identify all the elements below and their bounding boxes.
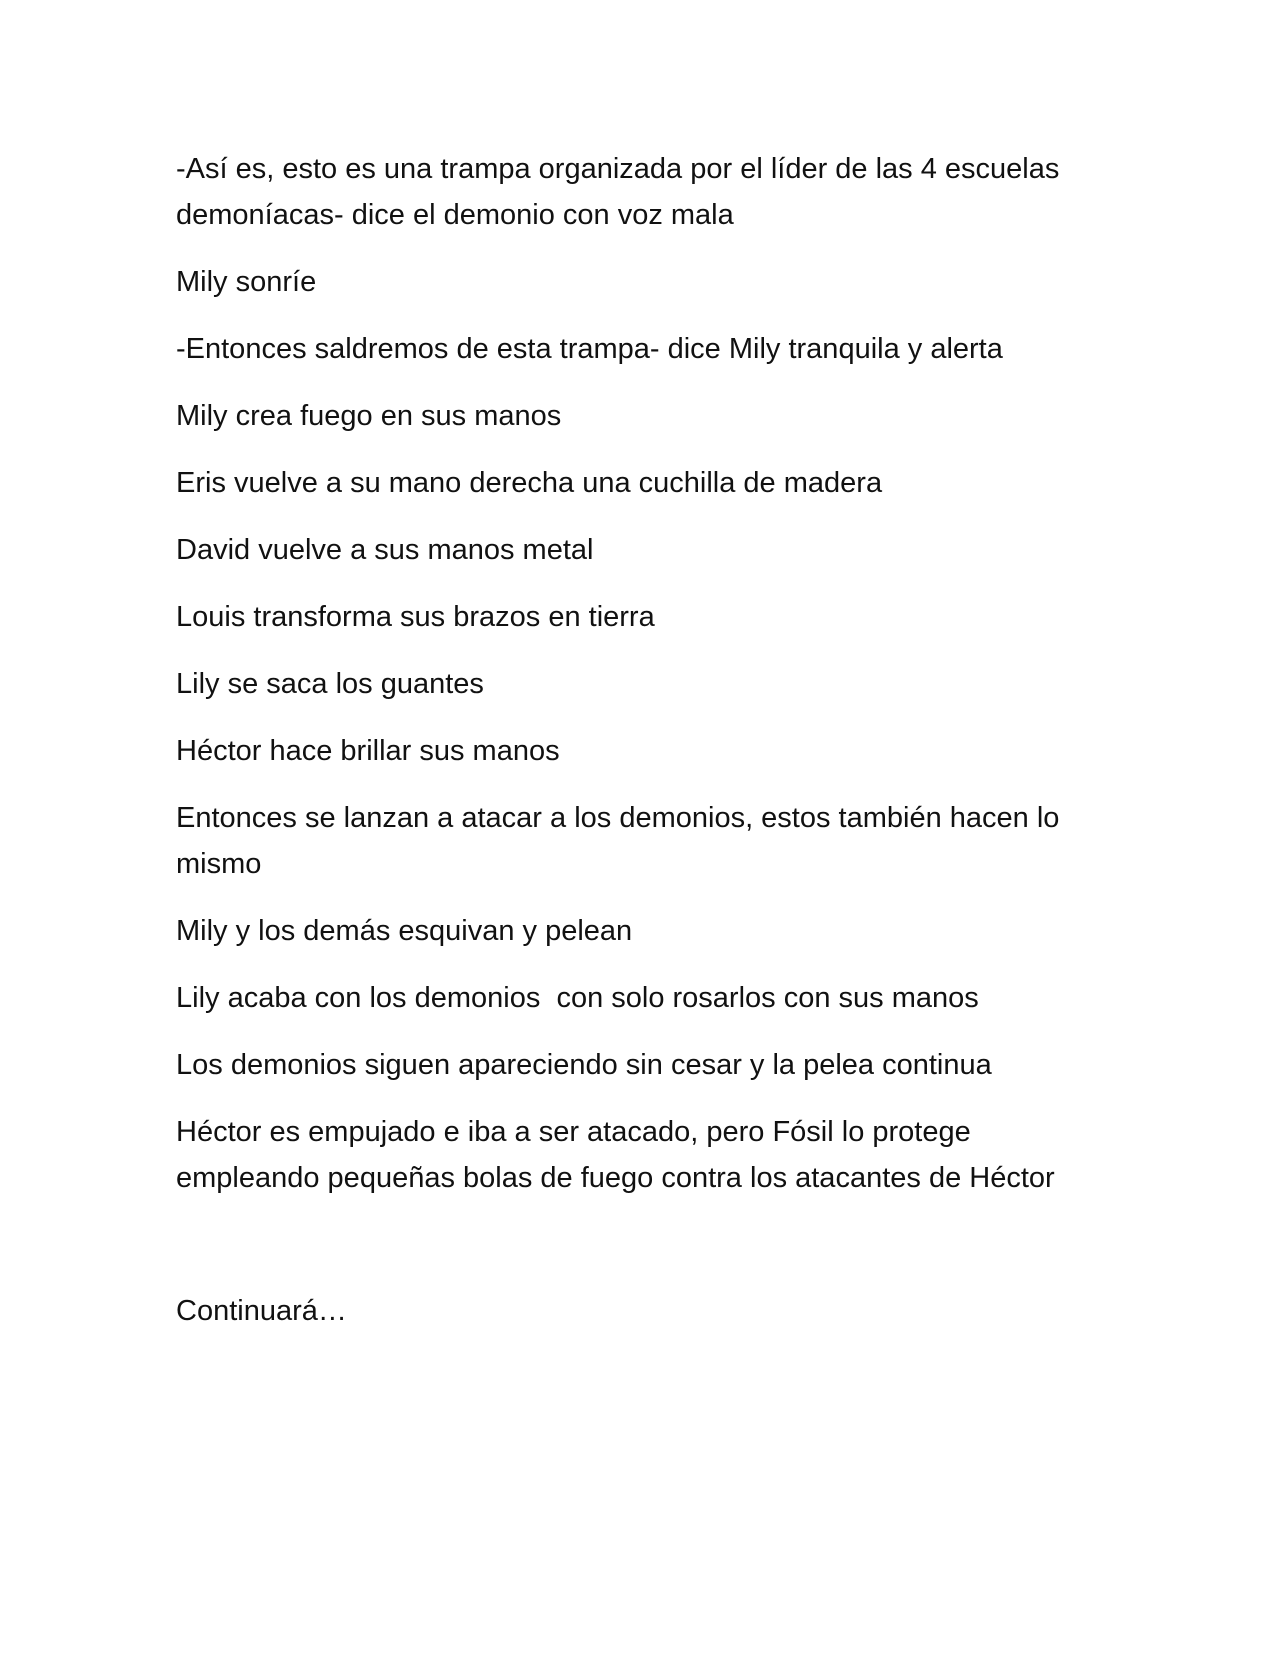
paragraph: Mily sonríe <box>176 266 317 298</box>
paragraph: Héctor hace brillar sus manos <box>176 735 560 767</box>
paragraph: -Entonces saldremos de esta trampa- dice Mily tranquila y alerta <box>176 333 1003 365</box>
document-body <box>176 146 1106 1355</box>
paragraph: Mily crea fuego en sus manos <box>176 400 562 432</box>
paragraph: -Así es, esto es una trampa organizada por el líder de las 4 escuelas demoníacas- dice el demonio con voz mala <box>176 153 1068 231</box>
paragraph: Lily acaba con los demonios con solo rosarlos con sus manos <box>176 982 979 1014</box>
paragraph: Héctor es empujado e iba a ser atacado, pero Fósil lo protege empleando pequeñas bolas de fuego contra los atacantes de Héctor <box>176 1116 1055 1194</box>
paragraph: Mily y los demás esquivan y pelean <box>176 915 633 947</box>
closing-text: Continuará… <box>176 1295 347 1327</box>
paragraph: Louis transforma sus brazos en tierra <box>176 601 655 633</box>
blank-line <box>176 1222 1106 1288</box>
paragraph: Lily se saca los guantes <box>176 668 484 700</box>
paragraph: David vuelve a sus manos metal <box>176 534 594 566</box>
paragraph: Entonces se lanzan a atacar a los demonios, estos también hacen lo mismo <box>176 802 1068 880</box>
paragraph: Los demonios siguen apareciendo sin cesar y la pelea continua <box>176 1049 992 1081</box>
paragraph: Eris vuelve a su mano derecha una cuchilla de madera <box>176 467 883 499</box>
